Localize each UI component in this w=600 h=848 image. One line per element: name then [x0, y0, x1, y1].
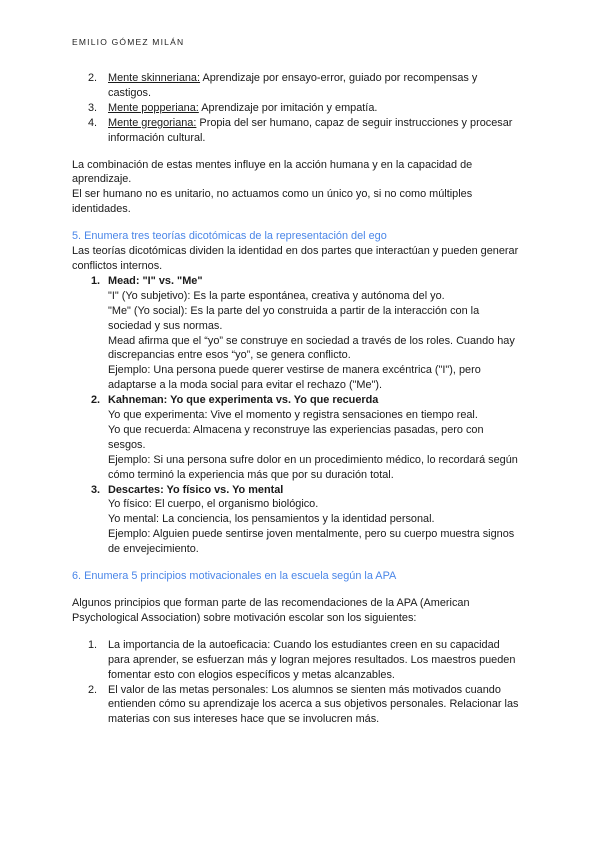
text-line: castigos.	[108, 86, 151, 99]
text-line: Yo que recuerda: Almacena y reconstruye las experiencias pasadas, pero con	[108, 423, 484, 436]
text-line: para aprender, se esfuerzan más y logran mejores resultados. Los maestros pueden	[108, 653, 516, 666]
theory-title: Descartes: Yo físico vs. Yo mental	[108, 483, 284, 496]
section-heading-5: 5. Enumera tres teorías dicotómicas de la representación del ego	[72, 230, 387, 243]
text-line: La combinación de estas mentes influye en la acción humana y en la capacidad de	[72, 158, 473, 171]
text-line: conflictos internos.	[72, 259, 163, 272]
text-line: Ejemplo: Una persona puede querer vestirse de manera excéntrica ("I"), pero	[108, 364, 481, 377]
principle-item	[72, 683, 542, 728]
text-line: Yo que experimenta: Vive el momento y registra sensaciones en tiempo real.	[108, 409, 478, 422]
theory-title: Mead: "I" vs. "Me"	[108, 274, 203, 287]
list-number: 2.	[91, 394, 101, 407]
text-line: El ser humano no es unitario, no actuamos como un único yo, si no como múltiples	[72, 188, 473, 201]
text-line: Psychological Association) sobre motivación escolar son los siguientes:	[72, 611, 417, 624]
text-line: información cultural.	[108, 131, 206, 144]
list-number: 1.	[91, 274, 101, 287]
list-number: 3.	[91, 483, 101, 496]
text-line: materias con sus intereses hace que se involucren más.	[108, 713, 380, 726]
list-number: 4.	[88, 116, 98, 129]
term-label: Mente skinneriana:	[108, 72, 201, 84]
text-line: Yo físico: El cuerpo, el organismo biológico.	[108, 498, 319, 511]
list-number: 1.	[88, 638, 98, 651]
text-line: sociedad y sus normas.	[108, 319, 223, 332]
text-line: aprendizaje.	[72, 173, 132, 186]
text-line: "Me" (Yo social): Es la parte del yo construida a partir de la interacción con la	[108, 304, 480, 317]
text-line: adaptarse a la moda social para evitar el rechazo ("Me").	[108, 379, 383, 392]
term-text: Propia del ser humano, capaz de seguir instrucciones y procesar	[196, 116, 513, 129]
theory-title: Kahneman: Yo que experimenta vs. Yo que recuerda	[108, 394, 379, 407]
list-item	[72, 101, 542, 116]
text-line: "I" (Yo subjetivo): Es la parte espontánea, creativa y autónoma del yo.	[108, 289, 445, 302]
term-text: Aprendizaje por imitación y empatía.	[198, 101, 378, 114]
term-text: Aprendizaje por ensayo-error, guiado por recompensas y	[200, 72, 478, 84]
text-line: de envejecimiento.	[108, 543, 199, 556]
theory-item	[72, 393, 542, 482]
text-line: discrepancias entre esos “yo”, se genera conflicto.	[108, 349, 351, 362]
term-label: Mente popperiana:	[108, 101, 199, 114]
list-number: 3.	[88, 101, 98, 114]
page-header-author: EMILIO GÓMEZ MILÁN	[72, 37, 185, 47]
text-line: Algunos principios que forman parte de las recomendaciones de la APA (American	[72, 597, 470, 609]
theory-item	[72, 483, 542, 558]
paragraph	[72, 596, 542, 626]
text-line: sesgos.	[108, 438, 146, 451]
text-line: entienden cómo su aprendizaje los acerca a sus objetivos personales. Relacionar las	[108, 698, 519, 711]
text-line: Mead afirma que el “yo” se construye en sociedad a través de los roles. Cuando hay	[108, 334, 515, 347]
text-line: Yo mental: La conciencia, los pensamientos y la identidad personal.	[108, 513, 435, 526]
list-item	[72, 116, 542, 146]
list-number: 2.	[88, 683, 98, 696]
principle-item	[72, 638, 542, 683]
term-label: Mente gregoriana:	[108, 116, 197, 129]
text-line: El valor de las metas personales: Los alumnos se sienten más motivados cuando	[108, 683, 501, 696]
paragraph	[72, 244, 542, 274]
text-line: cómo terminó la experiencia más que por su duración total.	[108, 468, 394, 481]
paragraph	[72, 158, 542, 218]
text-line: identidades.	[72, 203, 131, 216]
list-number: 2.	[88, 72, 98, 84]
theory-item	[72, 274, 542, 393]
text-line: fomentar esto con elogios específicos y metas alcanzables.	[108, 668, 395, 681]
list-item	[72, 71, 542, 101]
text-line: Ejemplo: Si una persona sufre dolor en un procedimiento médico, lo recordará según	[108, 453, 518, 466]
section-heading-6: 6. Enumera 5 principios motivacionales en la escuela según la APA	[72, 570, 397, 583]
text-line: Las teorías dicotómicas dividen la identidad en dos partes que interactúan y pueden generar	[72, 245, 519, 258]
text-line: La importancia de la autoeficacia: Cuando los estudiantes creen en su capacidad	[108, 638, 500, 651]
text-line: Ejemplo: Alguien puede sentirse joven mentalmente, pero su cuerpo muestra signos	[108, 528, 515, 541]
document-body	[72, 71, 542, 727]
